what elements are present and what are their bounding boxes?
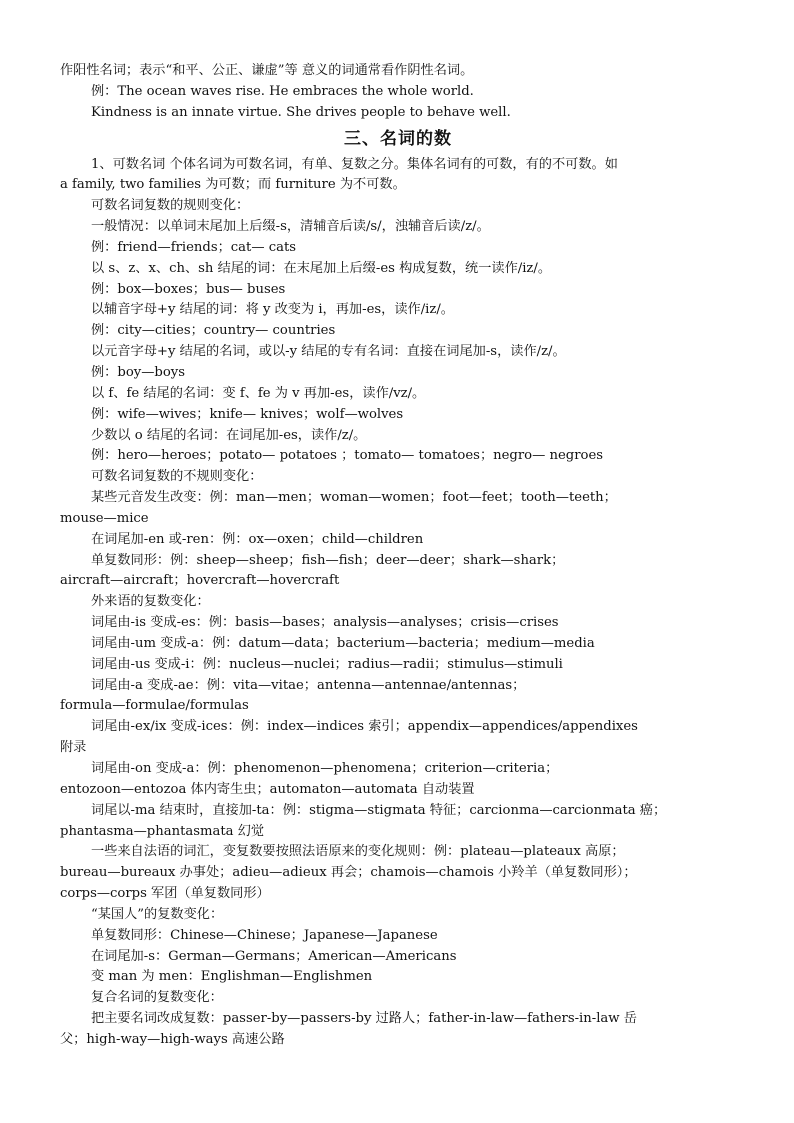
body-line: 外来语的复数变化： bbox=[91, 594, 210, 610]
body-line: 例：friend—friends；cat— cats bbox=[91, 239, 297, 255]
body-line: 某些元音发生改变：例：man—men；woman—women；foot—feet；tooth—teeth； bbox=[91, 490, 617, 506]
body-line: formula—formulae/formulas bbox=[60, 698, 249, 714]
body-line: 父；high-way—high-ways 高速公路 bbox=[60, 1031, 285, 1047]
body-line: 例：box—boxes；bus— buses bbox=[91, 281, 286, 297]
body-line: 例：hero—heroes；potato— potatoes ；tomato— tomatoes；negro— negroes bbox=[91, 448, 604, 464]
body-line: “某国人”的复数变化： bbox=[91, 906, 224, 922]
section-body bbox=[60, 155, 736, 1051]
body-line: 以 s、z、x、ch、sh 结尾的词：在末尾加上后缀-es 构成复数，统一读作/iz/。 bbox=[91, 260, 552, 276]
body-line: mouse—mice bbox=[60, 510, 149, 526]
body-line: 词尾由-us 变成-i：例：nucleus—nuclei；radius—radii；stimulus—stimuli bbox=[91, 656, 563, 672]
body-line: a family, two families 为可数；而 furniture 为不可数。 bbox=[60, 177, 406, 193]
section-heading: 三、名词的数 bbox=[344, 128, 452, 149]
body-line: 例：boy—boys bbox=[91, 364, 185, 380]
body-line: 词尾由-ex/ix 变成-ices：例：index—indices 索引；appendix—appendices/appendixes bbox=[91, 719, 638, 735]
body-line: 一些来自法语的词汇，变复数要按照法语原来的变化规则：例：plateau—plateaux 高原； bbox=[91, 844, 625, 860]
document-content bbox=[60, 61, 736, 1051]
body-line: 附录 bbox=[60, 740, 87, 756]
body-line: corps—corps 军团（单复数同形） bbox=[60, 886, 270, 902]
body-line: 单复数同形：Chinese—Chinese；Japanese—Japanese bbox=[91, 927, 438, 943]
body-line: phantasma—phantasmata 幻觉 bbox=[60, 823, 265, 839]
body-line: 少数以 o 结尾的名词：在词尾加-es，读作/z/。 bbox=[91, 427, 367, 443]
body-line: 以元音字母+y 结尾的名词，或以-y 结尾的专有名词：直接在词尾加-s，读作/z/。 bbox=[91, 344, 566, 360]
intro-line: Kindness is an innate virtue. She drives people to behave well. bbox=[91, 104, 511, 120]
body-line: 在词尾加-s：German—Germans；American—Americans bbox=[91, 948, 457, 964]
body-line: 例：wife—wives；knife— knives；wolf—wolves bbox=[91, 406, 404, 422]
body-line: 1、可数名词 个体名词为可数名词，有单、复数之分。集体名词有的可数，有的不可数。如 bbox=[91, 156, 618, 172]
body-line: 词尾由-on 变成-a：例：phenomenon—phenomena；criterion—criteria； bbox=[91, 761, 559, 776]
body-line: 词尾由-um 变成-a：例：datum—data；bacterium—bacteria；medium—media bbox=[91, 635, 595, 651]
body-line: 以 f、fe 结尾的名词：变 f、fe 为 v 再加-es，读作/vz/。 bbox=[91, 385, 426, 401]
body-line: 可数名词复数的不规则变化： bbox=[91, 469, 263, 485]
body-line: bureau—bureaux 办事处；adieu—adieux 再会；chamois—chamois 小羚羊（单复数同形）； bbox=[60, 865, 637, 881]
body-line: 复合名词的复数变化： bbox=[91, 990, 223, 1006]
body-line: 以辅音字母+y 结尾的词：将 y 改变为 i，再加-es，读作/iz/。 bbox=[91, 302, 454, 318]
body-line: 词尾由-is 变成-es：例：basis—bases；analysis—analyses；crisis—crises bbox=[91, 615, 559, 631]
body-line: 把主要名词改成复数：passer-by—passers-by 过路人；father-in-law—fathers-in-law 岳 bbox=[91, 1011, 637, 1027]
body-line: 词尾以-ma 结束时，直接加-ta：例：stigma—stigmata 特征；carcionma—carcionmata 癌； bbox=[91, 802, 667, 818]
intro-line: 作阳性名词；表示“和平、公正、谦虚”等 意义的词通常看作阴性名词。 bbox=[60, 63, 474, 78]
body-line: 一般情况：以单词末尾加上后缀-s，清辅音后读/s/，浊辅音后读/z/。 bbox=[91, 219, 490, 235]
intro-line: 例：The ocean waves rise. He embraces the whole world. bbox=[91, 83, 474, 99]
intro-lines bbox=[60, 61, 736, 124]
body-line: 变 man 为 men：Englishman—Englishmen bbox=[91, 969, 373, 985]
body-line: aircraft—aircraft；hovercraft—hovercraft bbox=[60, 573, 340, 589]
body-line: 单复数同形：例：sheep—sheep；fish—fish；deer—deer；shark—shark； bbox=[91, 552, 565, 568]
body-line: 词尾由-a 变成-ae：例：vita—vitae；antenna—antennae/antennas； bbox=[91, 677, 526, 693]
body-line: 可数名词复数的规则变化： bbox=[91, 198, 250, 214]
body-line: entozoon—entozoa 体内寄生虫；automaton—automata 自动装置 bbox=[60, 781, 475, 797]
body-line: 例：city—cities；country— countries bbox=[91, 323, 336, 339]
body-line: 在词尾加-en 或-ren：例：ox—oxen；child—children bbox=[91, 531, 424, 547]
